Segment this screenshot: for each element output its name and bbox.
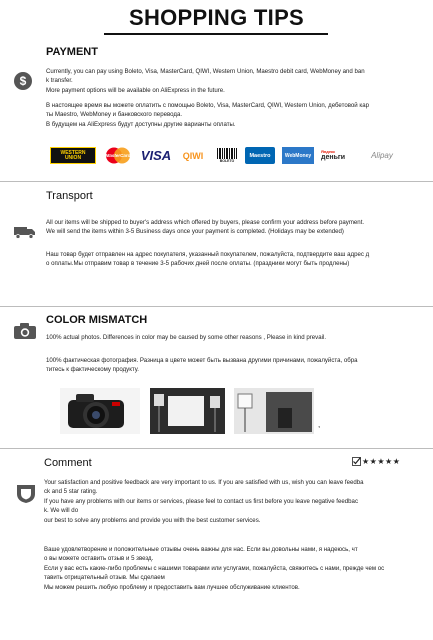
transport-text-ru: Наш товар будет отправлен на адрес покупателя, указанный покупателем, пожалуйста, подтвердите ваш адрес д о оплаты.Мы отправим товар в течение 3-5 рабочих дней после оплаты. (праздники могут быть продлены): [46, 251, 370, 268]
color-text-en: 100% actual photos. Differences in color may be caused by some other reasons , Please in kind prevail.: [46, 334, 327, 341]
checkbox-icon: [352, 457, 361, 466]
studio-photo-2: [234, 388, 314, 434]
mastercard-logo: MasterCard: [103, 147, 133, 164]
title-underline: [104, 33, 328, 35]
western-union-logo: WESTERN UNION: [50, 147, 96, 164]
section-divider: [0, 181, 433, 182]
color-text-ru: 100% фактическая фотография. Разница в цвете может быть вызвана другими причинами, пожалуйста, обра титесь к фактическому продукту.: [46, 357, 358, 374]
stars: ★★★★★: [362, 457, 401, 466]
color-heading: COLOR MISMATCH: [46, 314, 148, 326]
comment-text-ru: Ваше удовлетворение и положительные отзывы очень важны для нас. Если вы довольны нами, я надеюсь, чт о вы можете оставить отзыв и 5 звезд. Если у вас есть какие-либо проблемы с нашими товарами или услугами, пожалуйста, свяжитесь с нами, прежде чем ос тавить отрицательный отзыв. Мы сделаем Мы можем решить любую проблему и предоставить вам лучшее обслуживание клиентов.: [44, 546, 385, 591]
transport-heading: Transport: [46, 190, 93, 202]
comment-text-en: Your satisfaction and positive feedback are very important to us. If you are satisfied with us, wish you can leave feedba ck and 5 star rating. If you have any problems with our items or services, please feel to contact us first before you leave negative feedbac k. We will do our best to solve any problems and provide you with the best customer services.: [44, 479, 364, 524]
transport-text-en: All our items will be shipped to buyer's address which offered by buyers, please confirm your address before payment. We will send the items within 3-5 Business days once your payment is completed. (Holidays may be extended): [46, 219, 365, 236]
boleto-logo: BOLETO: [216, 147, 238, 164]
visa-logo: VISA: [140, 148, 172, 163]
alipay-logo: Alipay: [371, 151, 393, 160]
comment-heading: Comment: [44, 457, 92, 469]
camera-photo: [60, 388, 140, 434]
yandex-money-logo: Яндекс деньги: [321, 149, 346, 161]
studio-photo-1: [150, 388, 225, 434]
section-divider: [0, 448, 433, 449]
section-divider: [0, 306, 433, 307]
maestro-logo: Maestro: [245, 147, 275, 164]
payment-text-ru: В настоящее время вы можете оплатить с помощью Boleto, Visa, MasterCard, QIWI, Western Union, дебетовой кар ты Maestro, WebMoney и банковского перевода. В будущем на AliExpress будут доступны другие варианты оплаты.: [46, 102, 369, 128]
star-rating: [352, 457, 400, 466]
webmoney-logo: WebMoney: [282, 147, 314, 164]
dollar-icon: $: [14, 72, 32, 90]
shield-icon: [16, 484, 36, 509]
truck-icon: [14, 226, 36, 244]
color-trailing-mark: ,: [318, 420, 321, 429]
payment-text-en: Currently, you can pay using Boleto, Visa, MasterCard, QIWI, Western Union, Maestro debit card, WebMoney and ban k transfer. More payment options will be available on AliExpress in the future.: [46, 68, 365, 94]
payment-heading: PAYMENT: [46, 46, 98, 58]
page-title: SHOPPING TIPS: [128, 5, 305, 30]
qiwi-logo: QIWI: [182, 150, 204, 161]
camera-icon: [14, 323, 36, 344]
